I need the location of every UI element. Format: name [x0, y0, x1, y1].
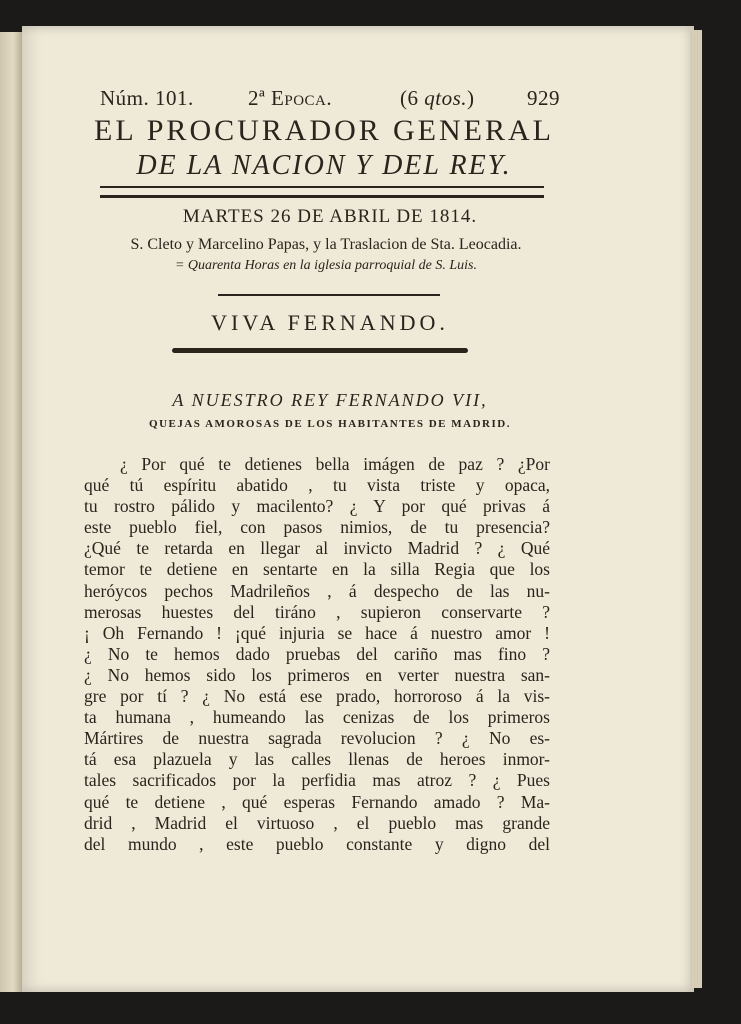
- article-subtitle: QUEJAS AMOROSAS DE LOS HABITANTES DE MADRID.: [149, 418, 511, 430]
- article-line: ¿ Por qué te detienes bella imágen de paz ? ¿Por: [120, 454, 550, 474]
- epoch-label: 2ª Epoca.: [248, 86, 333, 110]
- quarters-italic: qtos.: [424, 86, 468, 110]
- article-line: Mártires de nuestra sagrada revolucion ? ¿ No es-: [84, 728, 550, 749]
- article-body: [84, 454, 550, 855]
- quarters-prefix: (6: [400, 86, 425, 110]
- article-title: A NUESTRO REY FERNANDO VII,: [172, 390, 488, 410]
- article-line: ta humana , humeando las cenizas de los primeros: [84, 707, 550, 728]
- issue-date: MARTES 26 DE ABRIL DE 1814.: [182, 206, 478, 227]
- masthead-title: EL PROCURADOR GENERAL: [94, 114, 554, 147]
- article-line: qué tú espíritu abatido , tu vista triste y opaca,: [84, 475, 550, 496]
- article-line: qué te detiene , qué esperas Fernando amado ? Ma-: [84, 791, 550, 812]
- page-stack-edge: [690, 30, 702, 988]
- thick-rule-divider: [172, 348, 468, 353]
- forty-hours-notice: = Quarenta Horas en la iglesia parroquial de S. Luis.: [174, 258, 478, 273]
- article-line: tá esa plazuela y las calles llenas de heroes inmor-: [84, 749, 550, 770]
- article-line: del mundo , este pueblo constante y digno del: [84, 833, 550, 854]
- article-line: tales sacrificados por la perfidia mas atroz ? ¿ Pues: [84, 770, 550, 791]
- short-rule-divider: [218, 294, 440, 296]
- article-line: ¿Qué te retarda en llegar al invicto Madrid ? ¿ Qué: [84, 538, 550, 559]
- article-line: merosas huestes del tiráno , supieron conservarte ?: [84, 601, 550, 622]
- facing-page-edge: [0, 32, 22, 992]
- quarters-label: [400, 86, 475, 111]
- article-line: ¿ No hemos sido los primeros en verter nuestra san-: [84, 664, 550, 685]
- article-line: ¡ Oh Fernando ! ¡qué injuria se hace á nuestro amor !: [84, 622, 550, 643]
- article-line: este pueblo fiel, con pasos nimios, de tu presencia?: [84, 517, 550, 538]
- issue-number: Núm. 101.: [100, 86, 194, 110]
- article-line: gre por tí ? ¿ No está ese prado, horroroso á la vis-: [84, 686, 550, 707]
- article-line: tu rostro pálido y macilento? ¿ Y por qué privas á: [84, 496, 550, 517]
- quarters-suffix: ): [467, 86, 475, 110]
- masthead-subtitle: DE LA NACION Y DEL REY.: [136, 150, 512, 181]
- article-line: drid , Madrid el virtuoso , el pueblo mas grande: [84, 812, 550, 833]
- page-number: 929: [527, 86, 560, 110]
- article-line: ¿ No te hemos dado pruebas del cariño mas fino ?: [84, 643, 550, 664]
- article-line: heróycos pechos Madrileños , á despecho de las nu-: [84, 580, 550, 601]
- saints-of-day: S. Cleto y Marcelino Papas, y la Traslacion de Sta. Leocadia.: [130, 236, 522, 253]
- motto-heading: VIVA FERNANDO.: [211, 310, 449, 335]
- article-line: temor te detiene en sentarte en la silla Regia que los: [84, 559, 550, 580]
- issue-header: [100, 86, 560, 114]
- double-rule-divider: [100, 186, 544, 198]
